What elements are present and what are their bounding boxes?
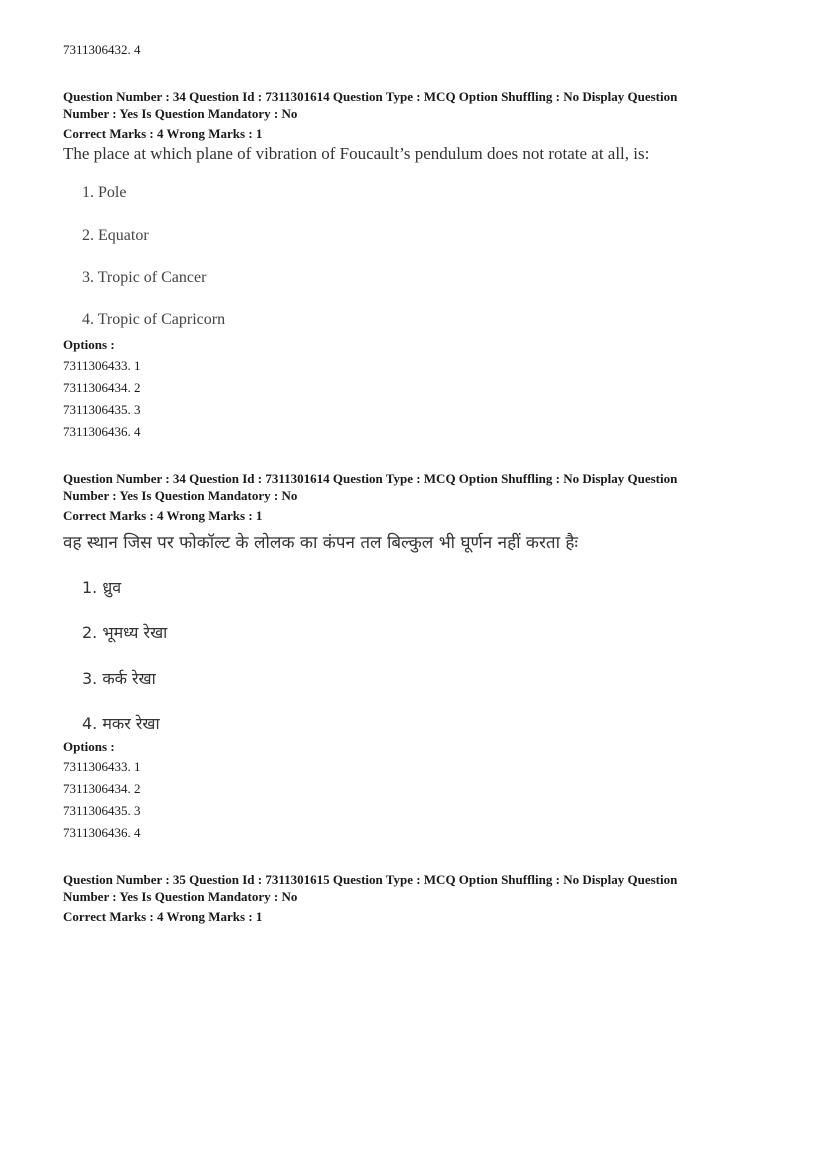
option-id-row: 7311306434. 2 [63,781,141,796]
option-id-row: 7311306436. 4 [63,424,141,439]
option-id-row: 7311306433. 1 [63,759,141,774]
answer-choice: 2. Equator [82,227,149,244]
option-id-row: 7311306435. 3 [63,803,141,818]
question-marks: Correct Marks : 4 Wrong Marks : 1 [63,909,263,924]
answer-choice: 2. भूमध्य रेखा [82,623,168,642]
question-text: The place at which plane of vibration of Foucault’s pendulum does not rotate at all, is: [63,144,650,163]
question-meta-line2: Number : Yes Is Question Mandatory : No [63,889,298,904]
answer-choice: 1. ध्रुव [82,578,122,597]
question-meta-line2: Number : Yes Is Question Mandatory : No [63,106,298,121]
question-meta-line1: Question Number : 34 Question Id : 7311301614 Question Type : MCQ Option Shuffling : No Display Question [63,89,678,104]
option-id-row: 7311306433. 1 [63,358,141,373]
question-meta-line1: Question Number : 35 Question Id : 7311301615 Question Type : MCQ Option Shuffling : No Display Question [63,872,678,887]
question-meta-line2: Number : Yes Is Question Mandatory : No [63,488,298,503]
answer-choice: 3. कर्क रेखा [82,669,156,688]
question-marks: Correct Marks : 4 Wrong Marks : 1 [63,126,263,141]
answer-choice: 3. Tropic of Cancer [82,269,207,286]
option-id-row: 7311306434. 2 [63,380,141,395]
option-id-row: 7311306436. 4 [63,825,141,840]
question-meta-line1: Question Number : 34 Question Id : 7311301614 Question Type : MCQ Option Shuffling : No Display Question [63,471,678,486]
options-label: Options : [63,739,115,754]
question-text: वह स्थान जिस पर फोकॉल्ट के लोलक का कंपन तल बिल्कुल भी घूर्णन नहीं करता हैः [63,533,578,553]
answer-choice: 4. मकर रेखा [82,714,160,733]
answer-choice: 4. Tropic of Capricorn [82,311,226,328]
options-label: Options : [63,337,115,352]
previous-option-line: 7311306432. 4 [63,42,141,57]
question-marks: Correct Marks : 4 Wrong Marks : 1 [63,508,263,523]
option-id-row: 7311306435. 3 [63,402,141,417]
answer-choice: 1. Pole [82,184,127,201]
